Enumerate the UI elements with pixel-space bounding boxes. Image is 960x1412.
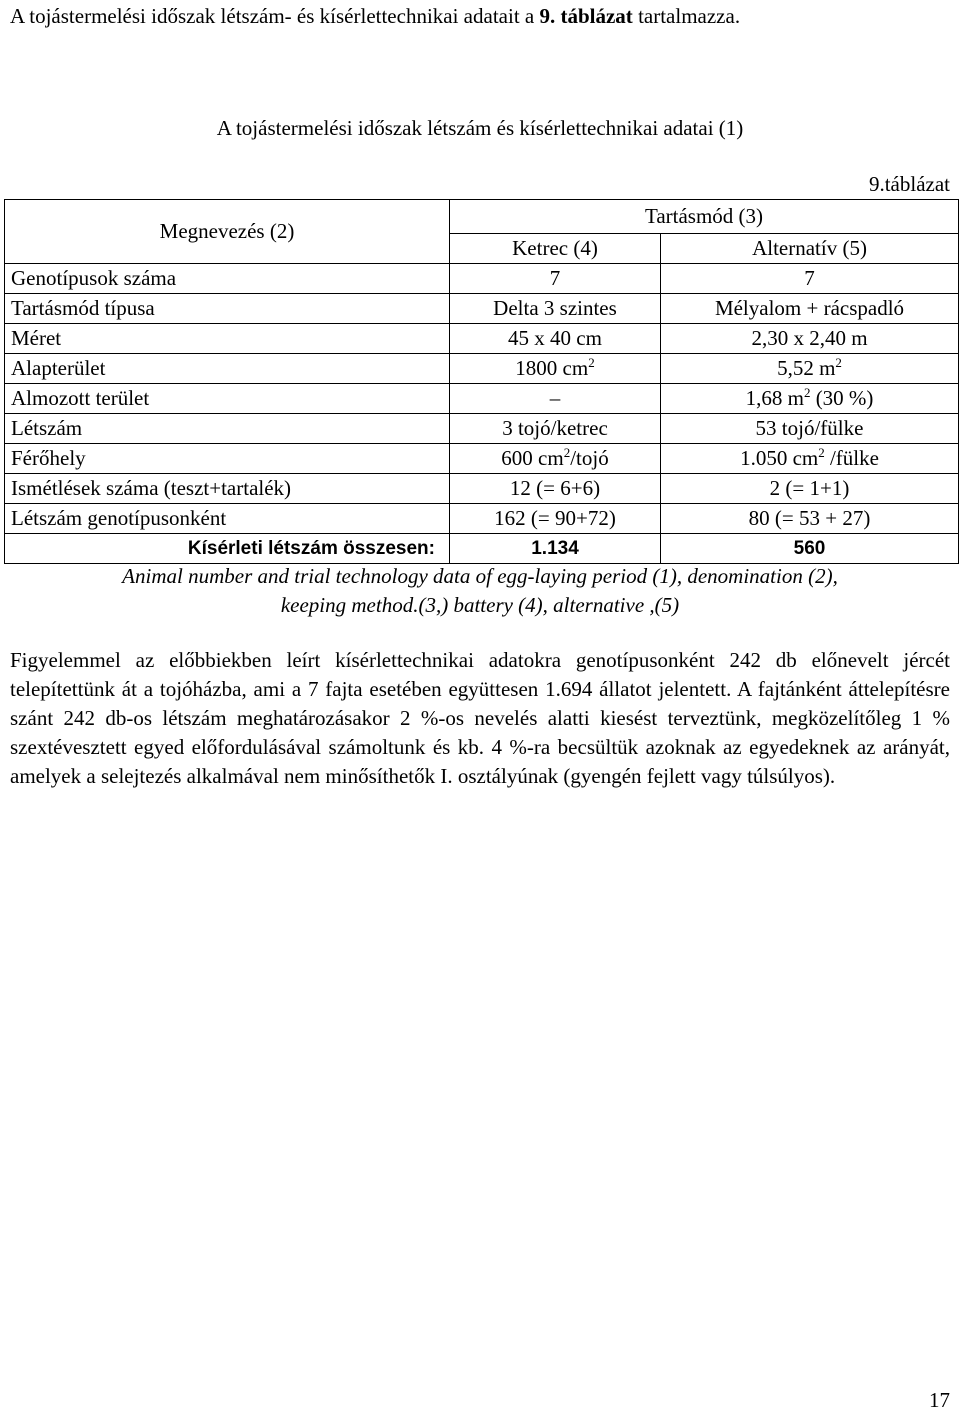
cell-value: 1.050 cm xyxy=(740,446,819,470)
superscript: 2 xyxy=(563,445,571,460)
table-row xyxy=(5,384,959,414)
cell-alternative: 53 tojó/fülke xyxy=(661,414,959,444)
caption-line-2: keeping method.(3,) battery (4), alternative ,(5) xyxy=(280,593,680,617)
intro-table-reference: 9. táblázat xyxy=(539,4,633,28)
cell-alternative xyxy=(661,354,959,384)
table-row xyxy=(5,294,959,324)
cell-alternative: 2 (= 1+1) xyxy=(661,474,959,504)
table-row xyxy=(5,504,959,534)
cell-value: 5,52 m xyxy=(777,356,836,380)
table-title: A tojástermelési időszak létszám és kísérlettechnikai adatai (1) xyxy=(216,116,744,140)
table-row xyxy=(5,474,959,504)
header-denomination: Megnevezés (2) xyxy=(5,200,450,264)
total-battery: 1.134 xyxy=(450,534,661,564)
row-label: Férőhely xyxy=(5,444,450,474)
data-table xyxy=(4,199,959,564)
table-total-row xyxy=(5,534,959,564)
table-row xyxy=(5,354,959,384)
row-label: Almozott terület xyxy=(5,384,450,414)
caption-line-1: Animal number and trial technology data of egg-laying period (1), denomination (2), xyxy=(122,564,838,588)
cell-battery: 7 xyxy=(450,264,661,294)
cell-value-suffix: /tojó xyxy=(570,446,609,470)
header-alternative: Alternatív (5) xyxy=(661,234,959,264)
cell-value: 1,68 m xyxy=(745,386,804,410)
header-keeping-method: Tartásmód (3) xyxy=(450,200,959,234)
table-row xyxy=(5,324,959,354)
row-label: Genotípusok száma xyxy=(5,264,450,294)
header-battery: Ketrec (4) xyxy=(450,234,661,264)
cell-alternative xyxy=(661,384,959,414)
cell-battery xyxy=(450,444,661,474)
intro-text-end: tartalmazza. xyxy=(632,4,741,28)
superscript: 2 xyxy=(803,385,811,400)
cell-battery xyxy=(450,354,661,384)
cell-alternative: 2,30 x 2,40 m xyxy=(661,324,959,354)
table-header-row xyxy=(5,200,959,234)
table-number: 9.táblázat xyxy=(868,172,950,196)
row-label: Létszám genotípusonként xyxy=(5,504,450,534)
superscript: 2 xyxy=(818,445,825,460)
cell-battery: 12 (= 6+6) xyxy=(450,474,661,504)
superscript: 2 xyxy=(835,355,842,370)
row-label: Ismétlések száma (teszt+tartalék) xyxy=(5,474,450,504)
cell-value: 600 cm xyxy=(501,446,564,470)
cell-value: 1800 cm xyxy=(515,356,589,380)
table-row xyxy=(5,264,959,294)
cell-battery: Delta 3 szintes xyxy=(450,294,661,324)
intro-sentence xyxy=(10,4,740,28)
superscript: 2 xyxy=(588,355,595,370)
total-alternative: 560 xyxy=(661,534,959,564)
cell-alternative: 80 (= 53 + 27) xyxy=(661,504,959,534)
cell-value-suffix: (30 %) xyxy=(810,386,874,410)
table-row xyxy=(5,444,959,474)
intro-text-start: A tojástermelési időszak létszám- és kísérlettechnikai adatait a xyxy=(10,4,540,28)
page-number: 17 xyxy=(929,1388,950,1412)
cell-alternative: Mélyalom + rácspadló xyxy=(661,294,959,324)
body-paragraph: Figyelemmel az előbbiekben leírt kísérlettechnikai adatokra genotípusonként 242 db előnevelt jércét telepítettünk át a tojóházba, ami a 7 fajta esetében együttesen 1.694 állatot jelentett. A fajtánként áttelepítésre szánt 242 db-os létszám meghatározásakor 2 %-os nevelés alatti kiesést terveztünk, megközelítőleg 1 % szextévesztett egyed előfordulásával számoltunk és kb. 4 %-ra becsültük azoknak az egyedeknek az arányát, amelyek a selejtezés alkalmával nem minősíthetők I. osztályúnak (gyengén fejlett vagy túlsúlyos). xyxy=(10,648,950,788)
total-label: Kísérleti létszám összesen: xyxy=(5,534,450,564)
cell-battery: 162 (= 90+72) xyxy=(450,504,661,534)
cell-alternative xyxy=(661,444,959,474)
table-row xyxy=(5,414,959,444)
cell-battery: 45 x 40 cm xyxy=(450,324,661,354)
cell-battery: – xyxy=(450,384,661,414)
row-label: Létszám xyxy=(5,414,450,444)
cell-value-suffix: /fülke xyxy=(824,446,879,470)
cell-battery: 3 tojó/ketrec xyxy=(450,414,661,444)
row-label: Tartásmód típusa xyxy=(5,294,450,324)
row-label: Méret xyxy=(5,324,450,354)
row-label: Alapterület xyxy=(5,354,450,384)
cell-alternative: 7 xyxy=(661,264,959,294)
table-caption-english xyxy=(0,562,960,620)
